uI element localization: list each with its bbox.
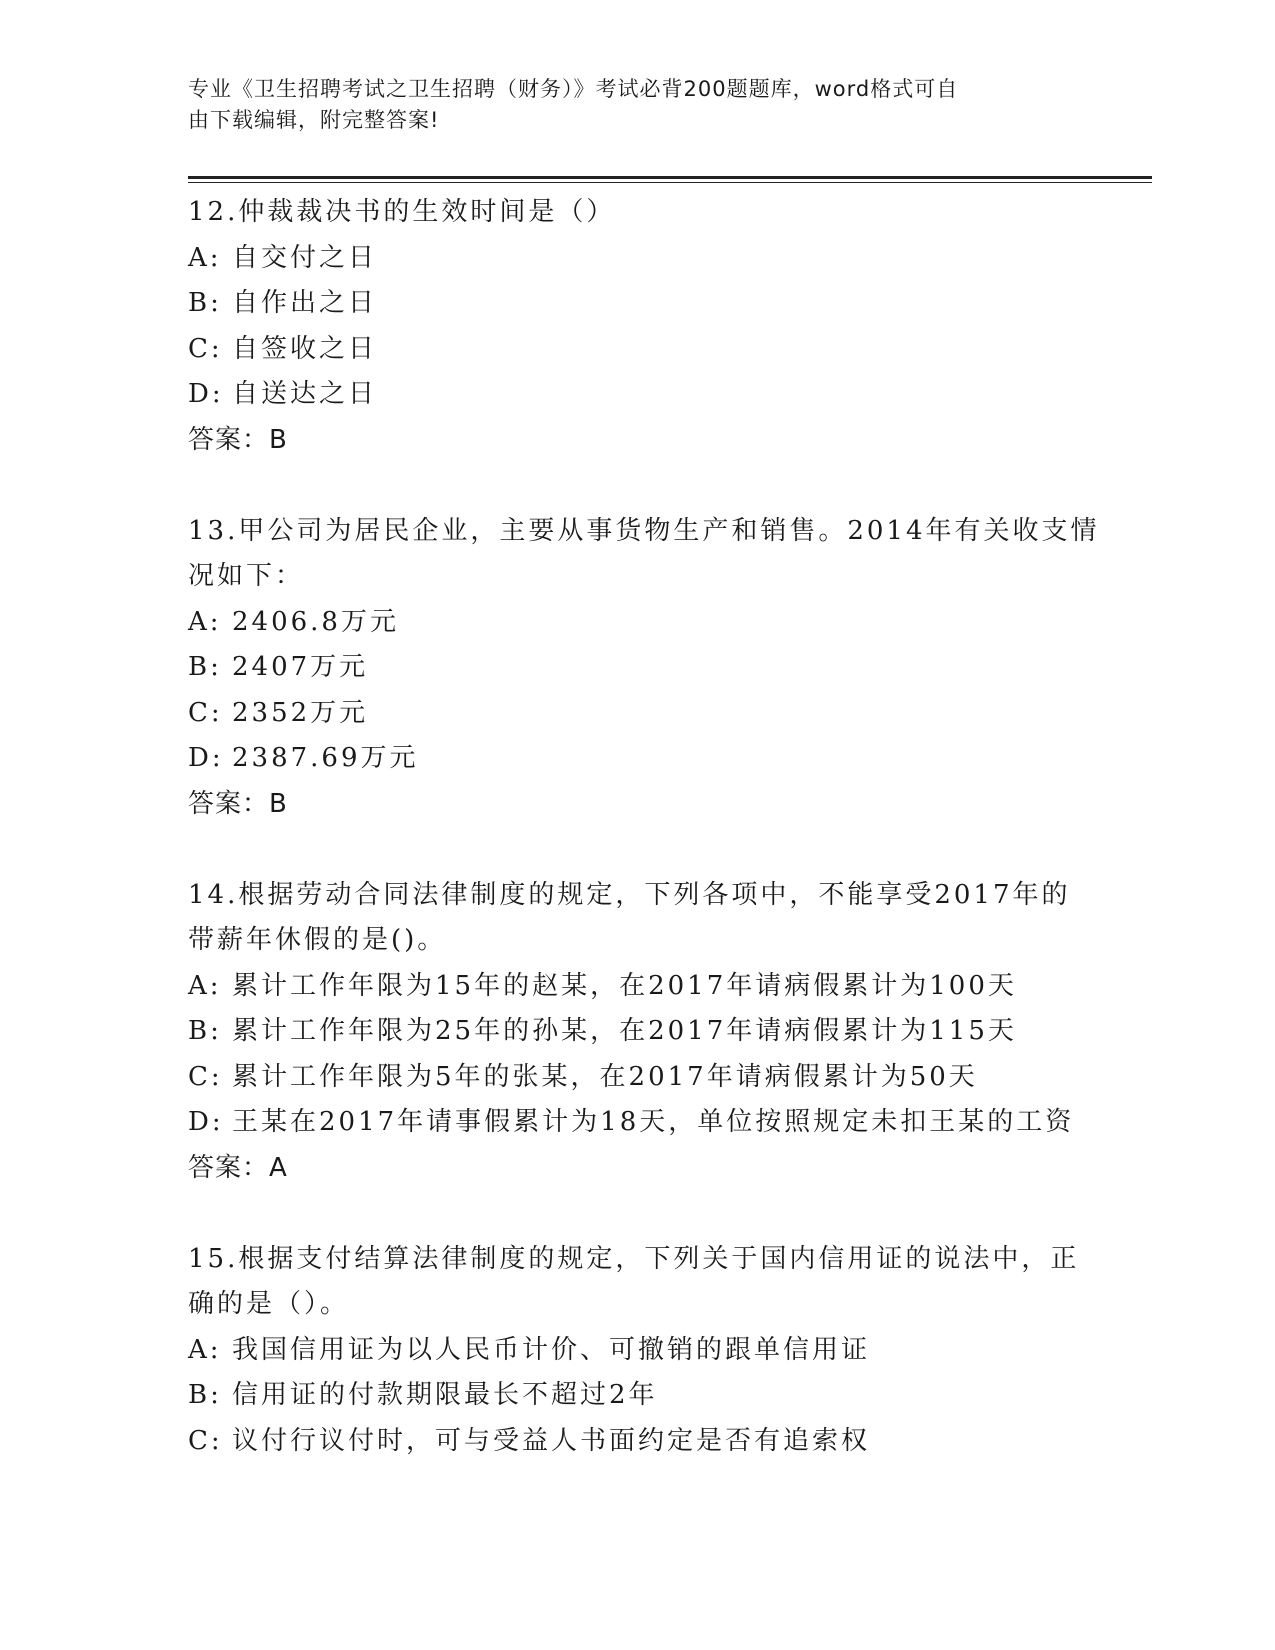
header-divider-thin <box>188 182 1152 183</box>
option-letter: C: <box>188 1425 223 1456</box>
option-text: 2387.69万元 <box>232 743 419 773</box>
option-letter: C: <box>188 1061 223 1092</box>
option-b <box>188 1373 1088 1419</box>
option-letter: A: <box>188 1334 222 1365</box>
option-letter: B: <box>188 652 222 682</box>
question-15 <box>188 1237 1088 1465</box>
option-text: 我国信用证为以人民币计价、可撤销的跟单信用证 <box>232 1334 871 1365</box>
question-14 <box>188 873 1088 1192</box>
question-13 <box>188 509 1100 828</box>
document-header <box>188 74 1068 136</box>
option-d <box>188 1100 1088 1146</box>
question-stem: 12.仲裁裁决书的生效时间是（） <box>188 197 616 227</box>
spacer <box>188 463 1088 509</box>
spacer <box>188 827 1088 873</box>
option-letter: C: <box>188 333 223 364</box>
option-letter: A: <box>188 242 222 273</box>
option-d <box>188 736 1088 782</box>
option-b <box>188 645 1088 691</box>
option-a <box>188 1328 1088 1374</box>
option-text: 2406.8万元 <box>232 606 399 637</box>
option-letter: B: <box>188 1016 222 1046</box>
option-letter: A: <box>188 970 222 1001</box>
option-a <box>188 964 1088 1010</box>
option-text: 累计工作年限为15年的赵某，在2017年请病假累计为100天 <box>232 970 1017 1001</box>
question-stem: 15.根据支付结算法律制度的规定，下列关于国内信用证的说法中，正 <box>188 1243 1080 1274</box>
question-list <box>188 190 1100 1464</box>
question-12 <box>188 190 1088 463</box>
header-divider-thick <box>188 176 1152 179</box>
option-text: 累计工作年限为5年的张某，在2017年请病假累计为50天 <box>232 1061 978 1092</box>
answer-line: 答案：A <box>188 1152 288 1183</box>
option-text: 自作出之日 <box>232 288 378 318</box>
option-text: 自送达之日 <box>232 379 378 409</box>
question-stem-continued: 况如下： <box>188 561 305 591</box>
option-letter: C: <box>188 697 223 728</box>
option-a <box>188 236 1088 282</box>
option-text: 王某在2017年请事假累计为18天，单位按照规定未扣王某的工资 <box>232 1107 1075 1137</box>
option-text: 自交付之日 <box>232 242 378 273</box>
header-line-1: 专业《卫生招聘考试之卫生招聘（财务）》考试必背200题题库，word格式可自 <box>188 77 959 101</box>
option-a <box>188 600 1088 646</box>
option-text: 2407万元 <box>232 652 369 682</box>
option-c <box>188 1055 1088 1101</box>
option-c <box>188 691 1088 737</box>
option-c <box>188 1419 1088 1465</box>
option-d <box>188 372 1088 418</box>
answer-line: 答案：B <box>188 788 288 819</box>
answer-line: 答案：B <box>188 424 288 455</box>
option-letter: D: <box>188 743 224 773</box>
option-text: 议付行议付时，可与受益人书面约定是否有追索权 <box>232 1425 871 1456</box>
question-stem: 13.甲公司为居民企业，主要从事货物生产和销售。2014年有关收支情 <box>188 515 1100 546</box>
question-stem-continued: 带薪年休假的是()。 <box>188 925 447 955</box>
option-text: 累计工作年限为25年的孙某，在2017年请病假累计为115天 <box>232 1016 1017 1046</box>
option-letter: B: <box>188 288 222 318</box>
header-line-2: 由下载编辑，附完整答案! <box>188 108 440 132</box>
option-letter: B: <box>188 1380 222 1410</box>
spacer <box>188 1191 1088 1237</box>
option-text: 信用证的付款期限最长不超过2年 <box>232 1380 658 1410</box>
question-stem-continued: 确的是（）。 <box>188 1289 350 1319</box>
question-stem: 14.根据劳动合同法律制度的规定，下列各项中，不能享受2017年的 <box>188 879 1071 910</box>
option-text: 自签收之日 <box>232 333 378 364</box>
option-b <box>188 281 1088 327</box>
option-text: 2352万元 <box>232 697 369 728</box>
option-b <box>188 1009 1088 1055</box>
option-letter: D: <box>188 379 224 409</box>
option-letter: A: <box>188 606 222 637</box>
option-c <box>188 327 1088 373</box>
option-letter: D: <box>188 1107 224 1137</box>
